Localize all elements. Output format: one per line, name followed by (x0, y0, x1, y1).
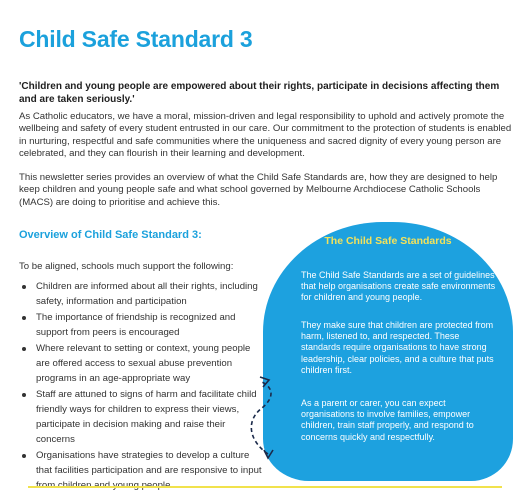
card-paragraph: The Child Safe Standards are a set of guidelines that help organisations create safe environments for children and young people. (301, 270, 496, 303)
list-item: Staff are attuned to signs of harm and facilitate child friendly ways for children to express their views, participate in decision making and raise their concerns (19, 387, 264, 447)
footer-divider (28, 486, 502, 488)
dashed-arrow-icon (240, 370, 290, 465)
overview-list (19, 279, 264, 494)
list-item: The importance of friendship is recognized and support from peers is encouraged (19, 310, 264, 340)
card-paragraph: They make sure that children are protected from harm, listened to, and respected. These standards require organisations to have strong leadership, clear policies, and a culture that puts children first. (301, 320, 494, 375)
overview-intro: To be aligned, schools much support the following: (19, 261, 234, 272)
list-item: Where relevant to setting or context, young people are offered access to sexual abuse prevention programs in an age-appropriate way (19, 341, 264, 386)
newsletter-paragraph: This newsletter series provides an overview of what the Child Safe Standards are, how they are designed to help keep children and young people safe and what school governed by Melbourne Archdiocese Catholic Schools (MACS) are doing to prioritise and achieve this. (19, 172, 498, 208)
overview-heading: Overview of Child Safe Standard 3: (19, 229, 202, 241)
child-safe-standards-card (263, 222, 513, 481)
list-item: Children are informed about all their rights, including safety, information and participation (19, 279, 264, 309)
list-item: Organisations have strategies to develop a culture that facilities participation and are responsive to input (19, 448, 264, 493)
page-title: Child Safe Standard 3 (19, 26, 253, 52)
standard-quote: 'Children and young people are empowered about their rights, participate in decisions affecting them and are taken seriously.' (19, 81, 500, 105)
card-title: The Child Safe Standards (324, 235, 452, 247)
intro-paragraph: As Catholic educators, we have a moral, mission-driven and legal responsibility to uphold and actively promote the wellbeing and safety of every student entrusted in our care. Our commitment to the protection of students is enabled in nurturing, respectful and safe communities where the uniqueness and sacred dignity of every young person are celebrated, and they can flourish in their learning and development. (19, 111, 512, 160)
card-paragraph: As a parent or carer, you can expect organisations to involve families, empower children, train staff properly, and respond to concerns quickly and respectfully. (301, 398, 474, 442)
